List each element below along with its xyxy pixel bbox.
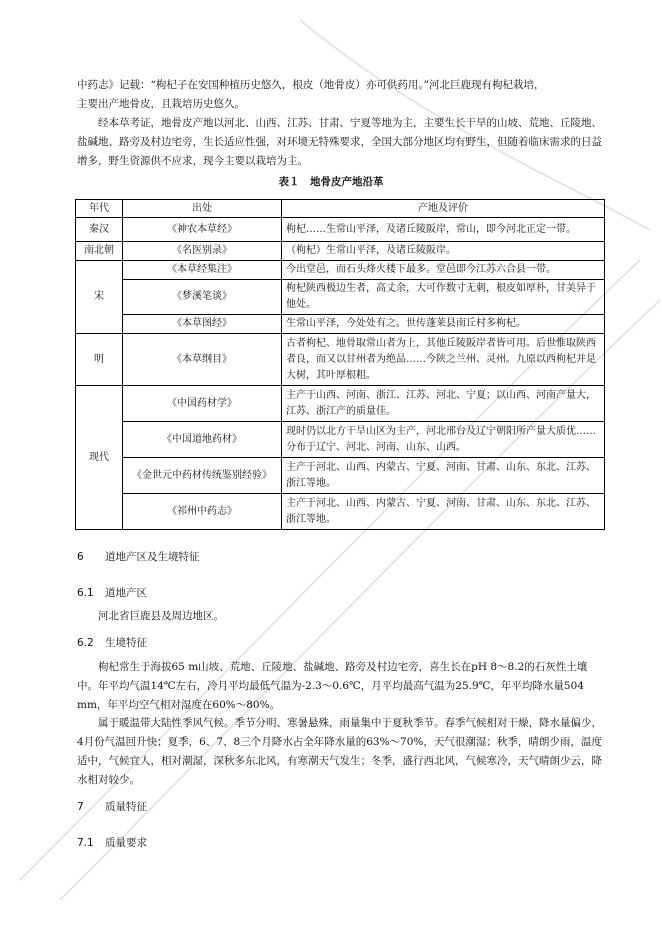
habitat-paragraph-2: 属于暖温带大陆性季风气候。季节分明、寒暑悬殊，雨量集中于夏秋季节。春季气候相对干燥，降水量偏少，4月份气温回升快；夏季，6、7、8三个月降水占全年降水量的63%～70%，天气很潮湿；秋季，晴朗少雨，温度适中，气候宜人，相对潮湿，深秋多东北风，有寒潮天气发生；冬季，盛行西北风，气候寒冷，天气晴朗少云，降水相对较少。 bbox=[77, 717, 602, 786]
source-cell: 《中国药材学》 bbox=[123, 386, 282, 422]
source-cell: 《神农本草经》 bbox=[123, 218, 282, 242]
header-era: 年代 bbox=[76, 200, 123, 218]
table-caption: 表１ 地骨皮产地沿革 bbox=[278, 176, 384, 188]
section-title: 生境特征 bbox=[105, 637, 147, 649]
era-cell: 南北朝 bbox=[76, 242, 123, 261]
section-title: 道地产区及生境特征 bbox=[105, 551, 200, 563]
table-header-row bbox=[76, 200, 605, 218]
source-cell: 《金世元中药材传统鉴别经验》 bbox=[123, 458, 282, 494]
intro-paragraph: 经本草考证，地骨皮产地以河北、山西、江苏、甘肃、宁夏等地为主，主要生长干旱的山坡、荒地、丘陵地、盐碱地、路旁及村边宅旁，生长适应性强，对环境无特殊要求，全国大部分地区均有野生，但随着临床需求的日益增多，野生资源供不应求，现今主要以栽培为主。 bbox=[77, 117, 602, 167]
source-cell: 《祁州中药志》 bbox=[123, 494, 282, 530]
origin-cell: 主产于山西、河南、浙江、江苏、河北、宁夏；以山西、河南产量大，江苏、浙江产的质量佳。 bbox=[282, 386, 605, 422]
table-row bbox=[76, 494, 605, 530]
section-6-1-text: 河北省巨鹿县及周边地区。 bbox=[98, 610, 224, 622]
era-cell: 现代 bbox=[76, 386, 123, 530]
origin-cell: 古者枸杞、地骨取常山者为上，其他丘陵阪岸者皆可用。后世惟取陕西者良，而又以甘州者为绝品……今陕之兰州、灵州。九原以西枸杞并是大树，其叶厚根粗。 bbox=[282, 334, 605, 386]
origin-cell: 生常山平泽，今处处有之。世传蓬莱县南丘村多枸杞。 bbox=[282, 315, 605, 334]
table-row bbox=[76, 218, 605, 242]
origin-cell: 现时仍以北方干旱山区为主产，河北邢台及辽宁朝阳所产量大质优……分布于辽宁、河北、河南、山东、山西。 bbox=[282, 422, 605, 458]
era-cell: 秦汉 bbox=[76, 218, 123, 242]
origin-cell: 主产于河北、山西、内蒙古、宁夏、河南、甘肃、山东、东北、江苏、浙江等地。 bbox=[282, 458, 605, 494]
origin-history-table bbox=[75, 199, 605, 530]
header-origin: 产地及评价 bbox=[282, 200, 605, 218]
source-cell: 《本草纲目》 bbox=[123, 334, 282, 386]
section-number: 7.1 bbox=[77, 837, 94, 849]
table-row bbox=[76, 315, 605, 334]
origin-cell: 枸杞陕西极边生者，高丈余，大可作数寸无刺，根皮如厚朴，甘美异于他处。 bbox=[282, 280, 605, 315]
source-cell: 《名医别录》 bbox=[123, 242, 282, 261]
section-6-heading bbox=[77, 549, 200, 564]
source-cell: 《中国道地药材》 bbox=[123, 422, 282, 458]
section-number: 7 bbox=[77, 801, 84, 813]
origin-cell: 今出堂邑，而石头烽火楼下最多。堂邑即今江苏六合县一带。 bbox=[282, 261, 605, 280]
table-row bbox=[76, 458, 605, 494]
header-source: 出处 bbox=[123, 200, 282, 218]
section-title: 质量要求 bbox=[105, 837, 147, 849]
table-row bbox=[76, 261, 605, 280]
source-cell: 《梦溪笔谈》 bbox=[123, 280, 282, 315]
section-number: 6 bbox=[77, 551, 84, 563]
intro-line-2: 主要出产地骨皮，且栽培历史悠久。 bbox=[77, 98, 245, 110]
origin-cell: 主产于河北、山西、内蒙古、宁夏、河南、甘肃、山东、东北、江苏、浙江等地。 bbox=[282, 494, 605, 530]
section-6-1-heading bbox=[77, 585, 147, 600]
section-7-1-heading bbox=[77, 835, 147, 850]
source-cell: 《本草图经》 bbox=[123, 315, 282, 334]
table-row bbox=[76, 386, 605, 422]
era-cell: 宋 bbox=[76, 261, 123, 334]
era-cell: 明 bbox=[76, 334, 123, 386]
section-number: 6.1 bbox=[77, 587, 94, 599]
section-number: 6.2 bbox=[77, 637, 94, 649]
table-row bbox=[76, 280, 605, 315]
origin-cell: （枸杞）生常山平泽，及诸丘陵阪岸。 bbox=[282, 242, 605, 261]
table-row bbox=[76, 334, 605, 386]
table-row bbox=[76, 242, 605, 261]
habitat-paragraph-1: 枸杞常生于海拔65 m山坡、荒地、丘陵地、盐碱地、路旁及村边宅旁，喜生长在pH 8～8.2的石灰性土壤中。年平均气温14℃左右，冷月平均最低气温为-2.3～0.6℃，月平均最高气温为25.9℃，年平均降水量504 mm，年平均空气相对湿度在60%～80%。 bbox=[77, 661, 588, 711]
intro-line-1: 中药志》记载：“枸杞子在安国种植历史悠久，根皮（地骨皮）亦可供药用。”河北巨鹿现有枸杞栽培， bbox=[77, 79, 545, 91]
origin-cell: 枸杞……生常山平泽，及诸丘陵阪岸，常山，即今河北正定一带。 bbox=[282, 218, 605, 242]
table-row bbox=[76, 422, 605, 458]
section-title: 道地产区 bbox=[105, 587, 147, 599]
section-title: 质量特征 bbox=[105, 801, 147, 813]
section-6-2-heading bbox=[77, 635, 147, 650]
section-7-heading bbox=[77, 799, 147, 814]
source-cell: 《本草经集注》 bbox=[123, 261, 282, 280]
